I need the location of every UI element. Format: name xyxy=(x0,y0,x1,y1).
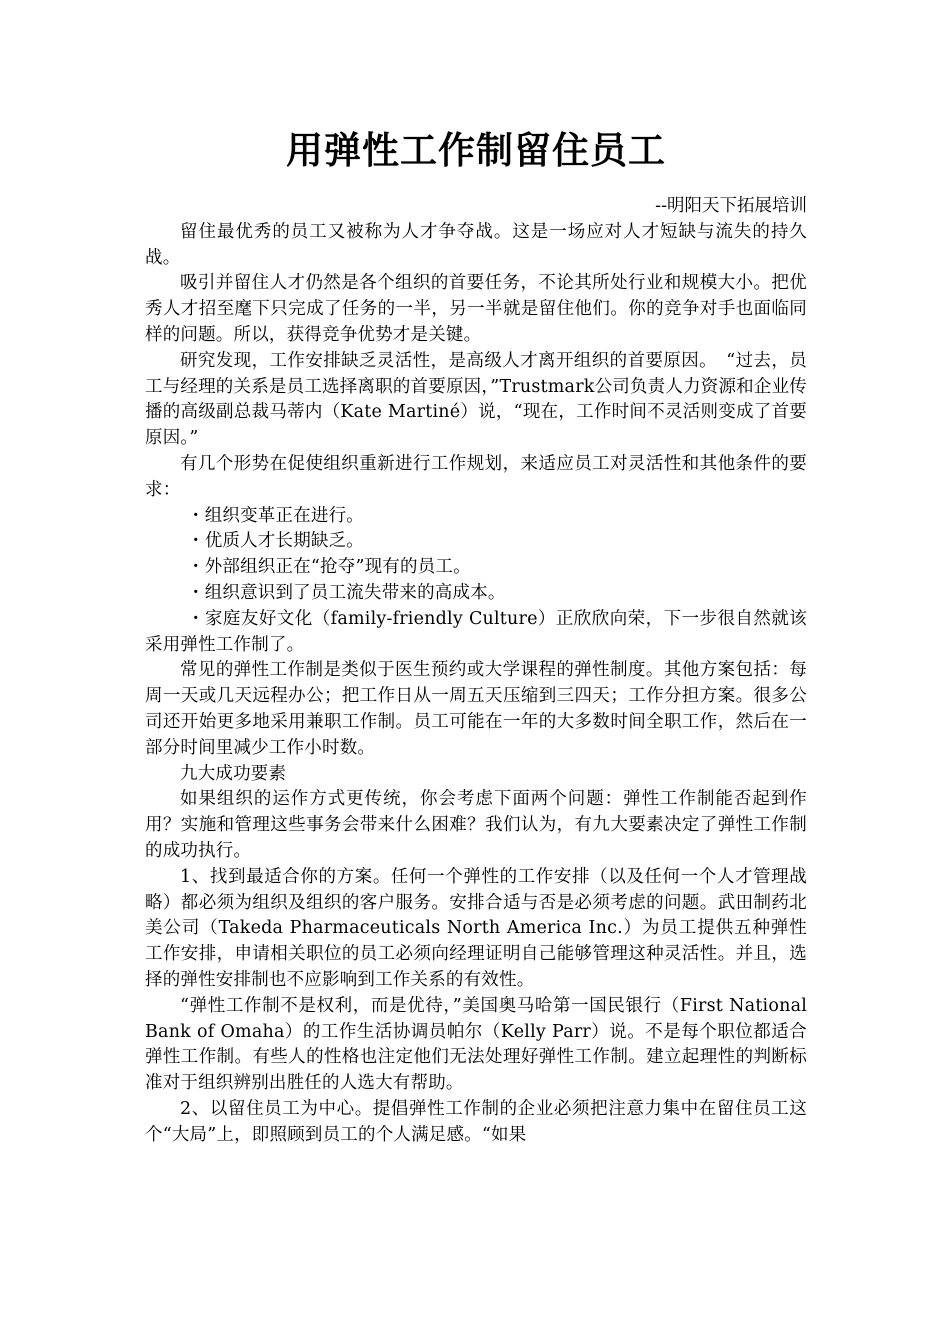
paragraph: 有几个形势在促使组织重新进行工作规划，来适应员工对灵活性和其他条件的要求： xyxy=(145,453,807,500)
bullet-item: ・组织变革正在进行。 xyxy=(187,505,364,526)
section-heading: 九大成功要素 xyxy=(180,763,287,784)
document-page xyxy=(145,0,807,1148)
paragraph: 1、找到最适合你的方案。任何一个弹性的工作安排（以及任何一个人才管理战略）都必须为组织及组织的客户服务。安排合适与否是必须考虑的问题。武田制药北美公司（Takeda Pharmaceuticals North America Inc.）为员工提供五种弹性工作安排，申请相关职位的员工必须向经理证明自己能够管理这种灵活性。并且，选择的弹性安排制也不应影响到工作关系的有效性。 xyxy=(145,866,807,990)
bullet-item: ・组织意识到了员工流失带来的高成本。 xyxy=(187,582,506,603)
paragraph: 研究发现，工作安排缺乏灵活性，是高级人才离开组织的首要原因。 “过去，员工与经理的关系是员工选择离职的首要原因，”Trustmark公司负责人力资源和企业传播的高级副总裁马蒂内（Kate Martiné）说，“现在，工作时间不灵活则变成了首要原因。” xyxy=(145,350,807,449)
bullet-item: ・家庭友好文化（family-friendly Culture）正欣欣向荣，下一步很自然就该采用弹性工作制了。 xyxy=(145,608,807,655)
paragraph: “弹性工作制不是权利，而是优待，”美国奥马哈第一国民银行（First National Bank of Omaha）的工作生活协调员帕尔（Kelly Parr）说。不是每个职位都适合弹性工作制。有些人的性格也注定他们无法处理好弹性工作制。建立起理性的判断标准对于组织辨别出胜任的人选大有帮助。 xyxy=(145,995,807,1094)
paragraph: 留住最优秀的员工又被称为人才争夺战。这是一场应对人才短缺与流失的持久战。 xyxy=(145,221,807,268)
page-title: 用弹性工作制留住员工 xyxy=(286,129,666,172)
byline: --明阳天下拓展培训 xyxy=(655,196,807,216)
bullet-item: ・优质人才长期缺乏。 xyxy=(187,531,364,552)
document-body xyxy=(145,220,807,1149)
paragraph: 如果组织的运作方式更传统，你会考虑下面两个问题：弹性工作制能否起到作用？实施和管理这些事务会带来什么困难？我们认为，有九大要素决定了弹性工作制的成功执行。 xyxy=(145,789,807,861)
paragraph: 2、以留住员工为中心。提倡弹性工作制的企业必须把注意力集中在留住员工这个“大局”上，即照顾到员工的个人满足感。“如果 xyxy=(145,1098,807,1145)
bullet-item: ・外部组织正在“抢夺”现有的员工。 xyxy=(187,557,471,578)
paragraph: 常见的弹性工作制是类似于医生预约或大学课程的弹性制度。其他方案包括：每周一天或几天远程办公；把工作日从一周五天压缩到三四天；工作分担方案。很多公司还开始更多地采用兼职工作制。员工可能在一年的大多数时间全职工作，然后在一部分时间里减少工作小时数。 xyxy=(145,660,807,758)
paragraph: 吸引并留住人才仍然是各个组织的首要任务，不论其所处行业和规模大小。把优秀人才招至麾下只完成了任务的一半，另一半就是留住他们。你的竞争对手也面临同样的问题。所以，获得竞争优势才是关键。 xyxy=(145,273,807,345)
